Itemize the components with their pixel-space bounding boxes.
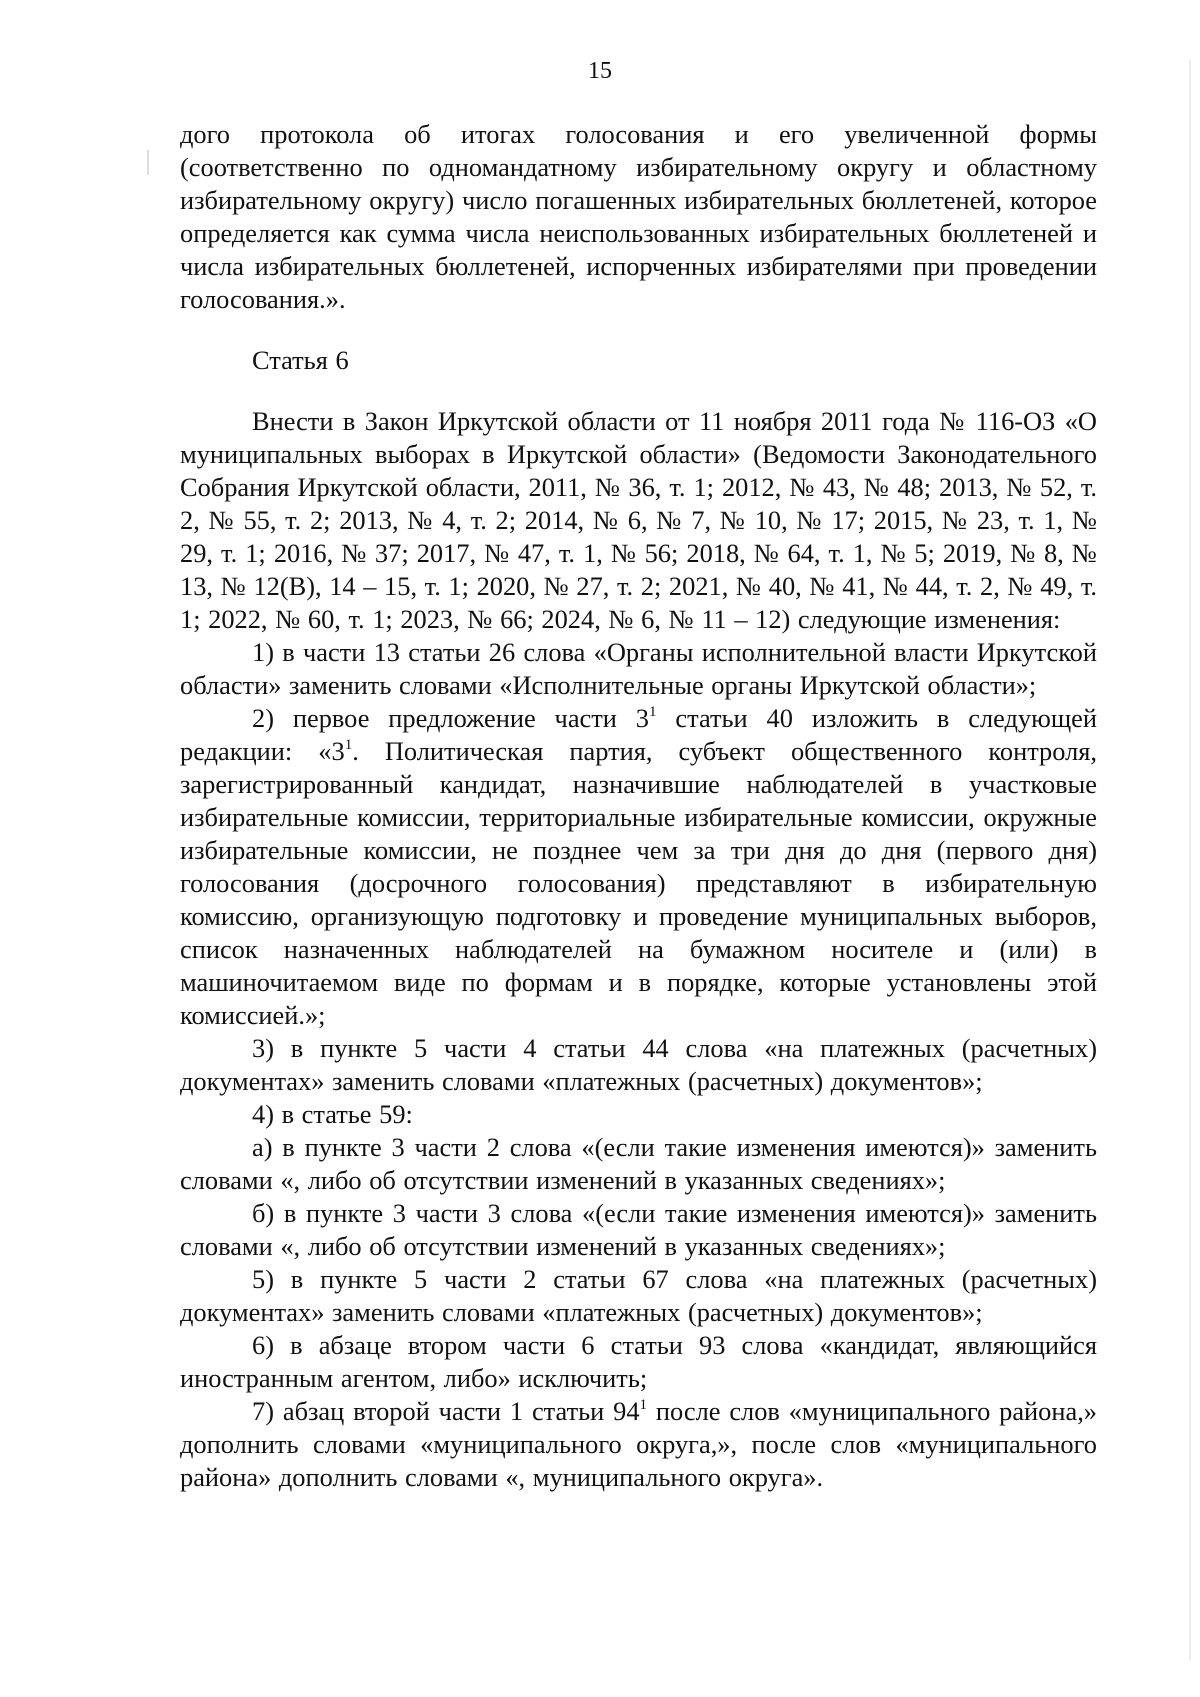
amendment-item-2-part-c: . Политическая партия, субъект общественного контроля, зарегистрированный кандидат, назначившие наблюдателей в участковые избирательные комиссии, территориальные избирательные комиссии, окружные избирательные комиссии, не позднее чем за три дня до дня (первого дня) голосования (досрочного голосования) представляют в избирательную комиссию, организующую подготовку и проведение муниципальных выборов, список назначенных наблюдателей на бумажном носителе и (или) в машиночитаемом виде по формам и в порядке, которые установлены этой комиссией.»;	[180, 736, 1098, 1030]
amendment-item-6: 6) в абзаце втором части 6 статьи 93 слова «кандидат, являющийся иностранным агентом, либо» исключить;	[180, 1330, 1097, 1393]
amendment-item-2	[180, 702, 1097, 1032]
amendment-item-4: 4) в статье 59:	[252, 1099, 413, 1129]
amendment-item-4b: б) в пункте 3 части 3 слова «(если такие изменения имеются)» заменить словами «, либо об отсутствии изменений в указанных сведениях»;	[180, 1198, 1097, 1261]
amendment-item-1: 1) в части 13 статьи 26 слова «Органы исполнительной власти Иркутской области» заменить словами «Исполнительные органы Иркутской области»;	[180, 637, 1097, 700]
amendment-item-2-part-a: 2) первое предложение части 3	[252, 703, 649, 733]
superscript: 1	[639, 1397, 648, 1413]
amendment-item-7-part-b: после слов «муниципального района,» дополнить словами «муниципального округа,», после слов «муниципального района» дополнить словами «, муниципального округа».	[180, 1396, 1097, 1492]
amendment-item-7-part-a: 7) абзац второй части 1 статьи 94	[252, 1396, 640, 1426]
amendment-item-3: 3) в пункте 5 части 4 статьи 44 слова «на платежных (расчетных) документах» заменить словами «платежных (расчетных) документов»;	[180, 1033, 1097, 1096]
document-body	[180, 118, 1097, 1494]
superscript: 1	[344, 737, 353, 753]
article-preamble: Внести в Закон Иркутской области от 11 ноября 2011 года № 116-ОЗ «О муниципальных выборах в Иркутской области» (Ведомости Законодательного Собрания Иркутской области, 2011, № 36, т. 1; 2012, № 43, № 48; 2013, № 52, т. 2, № 55, т. 2; 2013, № 4, т. 2; 2014, № 6, № 7, № 10, № 17; 2015, № 23, т. 1, № 29, т. 1; 2016, № 37; 2017, № 47, т. 1, № 56; 2018, № 64, т. 1, № 5; 2019, № 8, № 13, № 12(В), 14 – 15, т. 1; 2020, № 27, т. 2; 2021, № 40, № 41, № 44, т. 2, № 49, т. 1; 2022, № 60, т. 1; 2023, № 66; 2024, № 6, № 11 – 12) следующие изменения:	[180, 406, 1097, 634]
amendment-item-5: 5) в пункте 5 части 2 статьи 67 слова «на платежных (расчетных) документах» заменить словами «платежных (расчетных) документов»;	[180, 1264, 1097, 1327]
amendment-item-2-part-b: статьи 40 изложить в следующей редакции: «3	[180, 703, 1097, 766]
superscript: 1	[649, 704, 657, 720]
article-heading: Статья 6	[252, 345, 349, 375]
intro-paragraph: дого протокола об итогах голосования и его увеличенной формы (соответственно по одномандатному избирательному округу и областному избирательному округу) число погашенных избирательных бюллетеней, которое определяется как сумма числа неиспользованных избирательных бюллетеней и числа избирательных бюллетеней, испорченных избирателями при проведении голосования.».	[180, 119, 1097, 314]
page-number: 15	[588, 58, 612, 84]
amendment-item-7	[180, 1395, 1097, 1494]
amendment-item-4a: а) в пункте 3 части 2 слова «(если такие изменения имеются)» заменить словами «, либо об отсутствии изменений в указанных сведениях»;	[180, 1132, 1097, 1195]
